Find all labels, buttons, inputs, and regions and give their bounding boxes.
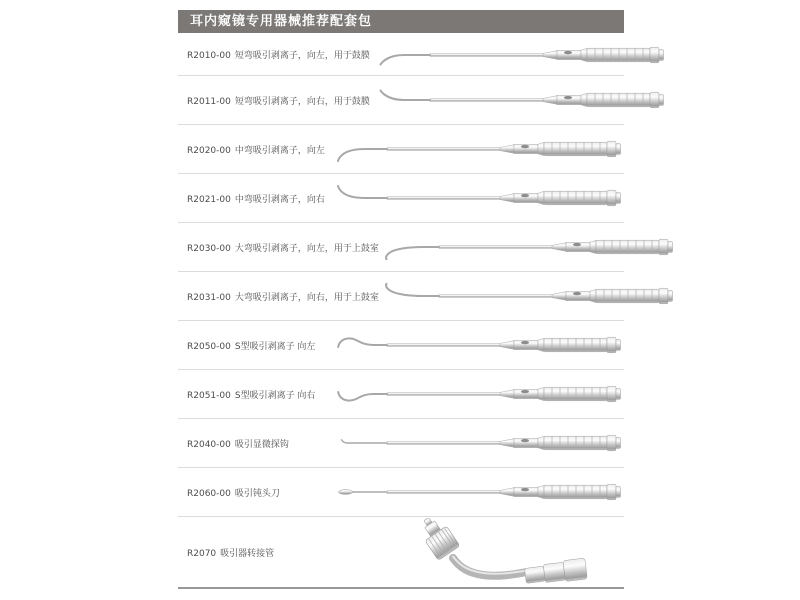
instrument-label — [178, 192, 325, 205]
instrument-image-micro-hook — [327, 430, 622, 456]
instrument-list — [178, 34, 624, 589]
product-desc: 中弯吸引剥离子，向右 — [234, 194, 325, 205]
product-desc: 短弯吸引剥离子，向左，用于鼓膜 — [234, 51, 370, 61]
instrument-label — [178, 339, 315, 352]
instrument-row-r2070 — [178, 517, 624, 589]
instrument-label — [178, 94, 370, 107]
product-code: R2030-00 — [187, 243, 231, 254]
instrument-row-r2050 — [178, 321, 624, 370]
instrument-image-blunt-knife — [327, 479, 622, 505]
instrument-row-r2060 — [178, 468, 624, 517]
instrument-row-r2011 — [178, 76, 624, 125]
instrument-row-r2010 — [178, 34, 624, 76]
product-desc: 大弯吸引剥离子，向左，用于上鼓室 — [234, 243, 379, 254]
product-code: R2021-00 — [187, 194, 231, 205]
product-code: R2060-00 — [187, 488, 231, 499]
instrument-label — [178, 388, 315, 401]
product-code: R2031-00 — [187, 292, 231, 303]
product-desc: S型吸引剥离子 向右 — [234, 390, 316, 401]
product-desc: 短弯吸引剥离子，向右，用于鼓膜 — [234, 96, 370, 107]
product-desc: S型吸引剥离子 向左 — [234, 341, 316, 352]
product-code: R2010-00 — [187, 51, 231, 61]
catalog-content — [178, 10, 624, 589]
product-desc: 吸引钝头刀 — [234, 488, 280, 499]
product-code: R2020-00 — [187, 145, 231, 156]
instrument-image-short-curve-right — [370, 87, 665, 113]
instrument-row-r2020 — [178, 125, 624, 174]
product-desc: 吸引显微探钩 — [234, 439, 289, 450]
instrument-image-large-curve-right — [379, 283, 674, 309]
product-desc: 中弯吸引剥离子，向左 — [234, 145, 325, 156]
instrument-row-r2030 — [178, 223, 624, 272]
instrument-image-s-curve-left — [327, 332, 622, 358]
instrument-image-short-curve-left — [370, 42, 665, 68]
instrument-image-mid-curve-left — [327, 136, 622, 162]
instrument-image-mid-curve-right — [327, 185, 622, 211]
instrument-image-large-curve-left — [379, 234, 674, 260]
instrument-row-r2021 — [178, 174, 624, 223]
product-code: R2050-00 — [187, 341, 231, 352]
product-code: R2040-00 — [187, 439, 231, 450]
instrument-label — [178, 437, 289, 450]
instrument-image-s-curve-right — [327, 381, 622, 407]
product-code: R2070 — [187, 548, 217, 559]
instrument-label — [178, 143, 325, 156]
instrument-label — [178, 546, 274, 559]
instrument-label — [178, 290, 379, 303]
product-desc: 大弯吸引剥离子，向右，用于上鼓室 — [234, 292, 379, 303]
instrument-row-r2040 — [178, 419, 624, 468]
page-title: 耳内窥镜专用器械推荐配套包 — [178, 10, 624, 33]
instrument-label — [178, 48, 370, 61]
instrument-image-adapter — [397, 518, 612, 586]
product-code: R2051-00 — [187, 390, 231, 401]
product-code: R2011-00 — [187, 96, 231, 107]
instrument-label — [178, 241, 379, 254]
product-desc: 吸引器转接管 — [220, 548, 275, 559]
instrument-row-r2031 — [178, 272, 624, 321]
instrument-row-r2051 — [178, 370, 624, 419]
instrument-label — [178, 486, 280, 499]
